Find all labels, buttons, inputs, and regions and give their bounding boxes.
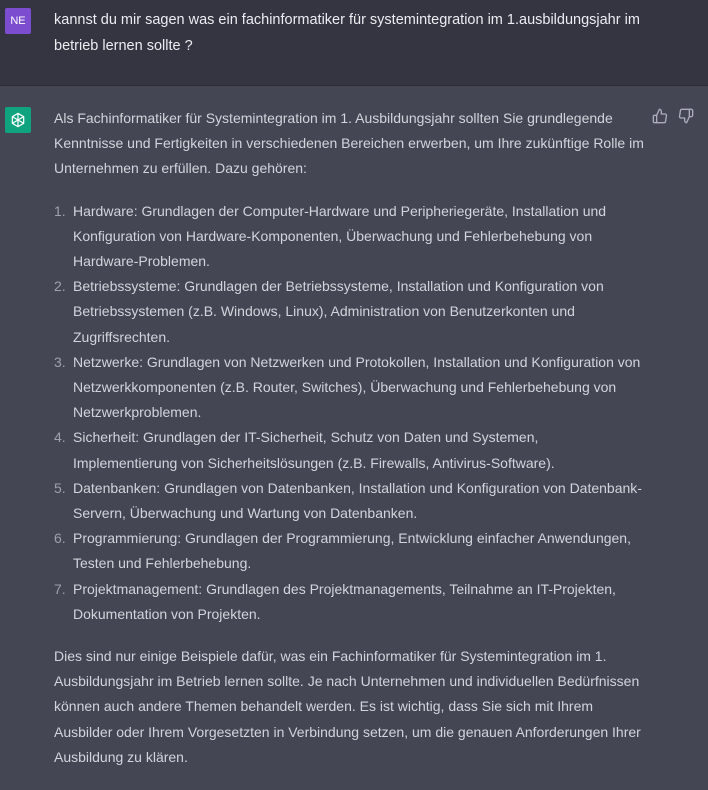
list-item-text: Sicherheit: Grundlagen der IT-Sicherheit, Schutz von Daten und Systemen, Implementierung von Sicherheitslösungen (z.B. Firewalls, Antivirus-Software). [73, 429, 555, 471]
list-number: 1. [54, 202, 66, 219]
list-item-text: Betriebssysteme: Grundlagen der Betriebssysteme, Installation und Konfiguration von Betriebssystemen (z.B. Windows, Linux), Administration von Benutzerkonten und Zugriffsrechten. [73, 278, 604, 345]
list-number: 5. [54, 479, 66, 496]
list-item-text: Projektmanagement: Grundlagen des Projektmanagements, Teilnahme an IT-Projekten, Dokumentation von Projekten. [73, 580, 616, 622]
user-avatar: NE [5, 8, 31, 34]
list-number: 7. [54, 580, 66, 597]
list-item [54, 526, 644, 576]
list-number: 2. [54, 278, 66, 295]
assistant-avatar [5, 107, 31, 133]
assistant-intro: Als Fachinformatiker für Systemintegration im 1. Ausbildungsjahr sollten Sie grundlegende Kenntnisse und Fertigkeiten in verschiedenen Bereichen erwerben, um Ihre zukünftige Rolle im Unternehmen zu erfüllen. Dazu gehören: [54, 110, 644, 177]
list-item [54, 577, 644, 627]
list-item [54, 476, 644, 526]
thumbs-up-icon[interactable] [652, 108, 668, 124]
user-message-row [0, 0, 708, 86]
list-number: 6. [54, 530, 66, 547]
assistant-message-body [54, 106, 644, 770]
list-item [54, 199, 644, 275]
feedback-buttons [652, 108, 694, 124]
assistant-message-row [0, 86, 708, 790]
topic-list [54, 199, 644, 627]
openai-logo-icon [9, 111, 27, 129]
list-item-text: Netzwerke: Grundlagen von Netzwerken und Protokollen, Installation und Konfiguration von Netzwerkkomponenten (z.B. Router, Switches), Überwachung und Fehlerbehebung von Netzwerkproblemen. [73, 353, 641, 421]
list-item-text: Hardware: Grundlagen der Computer-Hardware und Peripheriegeräte, Installation und Konfiguration von Hardware-Komponenten, Überwachung und Fehlerbehebung von Hardware-Problemen. [73, 202, 607, 270]
list-number: 3. [54, 353, 66, 370]
user-message-text: kannst du mir sagen was ein fachinformatiker für systemintegration im 1.ausbildungsjahr im betrieb lernen sollte ? [54, 12, 640, 54]
list-item [54, 274, 644, 350]
list-item-text: Datenbanken: Grundlagen von Datenbanken, Installation und Konfiguration von Datenbank-Servern, Überwachung und Wartung von Datenbanken. [73, 479, 642, 522]
list-item [54, 425, 644, 475]
thumbs-down-icon[interactable] [678, 108, 694, 124]
list-item [54, 350, 644, 426]
list-item-text: Programmierung: Grundlagen der Programmierung, Entwicklung einfacher Anwendungen, Testen und Fehlerbehebung. [73, 530, 631, 572]
list-number: 4. [54, 429, 66, 446]
assistant-outro: Dies sind nur einige Beispiele dafür, was ein Fachinformatiker für Systemintegration im 1. Ausbildungsjahr im Betrieb lernen sollte. Je nach Unternehmen und individuellen Bedürfnissen können auch andere Themen behandelt werden. Es ist wichtig, dass Sie sich mit Ihrem Ausbilder oder Ihrem Vorgesetzten in Verbindung setzen, um die genauen Anforderungen Ihrer Ausbildung zu klären. [54, 648, 641, 765]
